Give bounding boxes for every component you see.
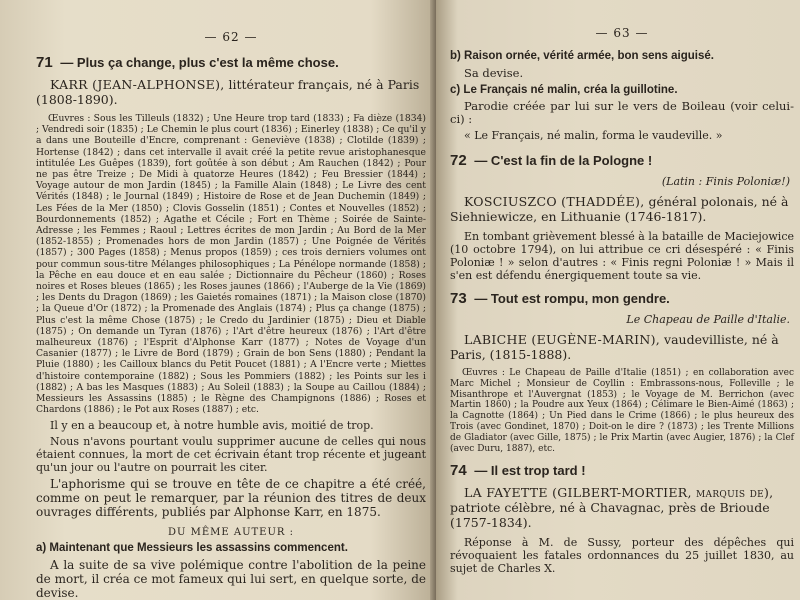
boileau-quote: « Le Français, né malin, forma le vaudeville. »: [464, 129, 723, 142]
author-name: LA FAYETTE (GILBERT-MORTIER, marquis de),: [464, 485, 774, 501]
entry-72-title: — C'est la fin de la Pologne !: [474, 153, 653, 168]
author-name: LABICHE (EUGÈNE-MARIN),: [464, 332, 661, 347]
entry-74-heading: [450, 462, 794, 479]
paragraph-2: Nous n'avons pourtant voulu supprimer aucune de celles qui nous étaient connues, la mort de cet écrivain étant trop récente et jugeant qu'un jour ou l'autre on pourrait les citer.: [36, 435, 426, 475]
entry-74-text: Réponse à M. de Sussy, porteur des dépêches qui révoquaient les fatales ordonnances du 25 juillet 1830, au sujet de Charles X.: [450, 536, 794, 576]
right-page: [436, 0, 800, 600]
author-description: littérateur français, né à Paris (1808-1890).: [36, 77, 420, 107]
author-description: vaudevilliste, né à Paris, (1815-1888).: [450, 332, 779, 362]
paragraph-1: Il y en a beaucoup et, à notre humble avis, moitié de trop.: [50, 419, 374, 433]
entry-74-author: [450, 485, 794, 530]
entry-71-author: [36, 77, 426, 107]
author-description: patriote célèbre, né à Chavagnac, près de Brioude (1757-1834).: [450, 500, 770, 531]
page-number-63: — 63 —: [595, 26, 649, 40]
entry-72-text: En tombant grièvement blessé à la bataille de Maciejowice (10 octobre 1794), on lui attribue ce cri désespéré : « Finis Poloniæ ! » selon d'autres : « Finis regni Poloniæ ! » Mais il s'en est défendu énergiquement toute sa vie.: [450, 230, 794, 282]
item-c: c) Le Français né malin, créa la guillotine.: [450, 84, 678, 96]
entry-72-heading: [450, 152, 794, 169]
entry-74-number: 74: [450, 462, 467, 480]
entry-73-works: Œuvres : Le Chapeau de Paille d'Italie (1851) ; en collaboration avec Marc Michel ; Monsieur de Coyllin : Embrassons-nous, Folleville ; le Misanthrope et l'Auvergnat (1853) ; le Voyage de M. Berrichon (avec Martin 1860) ; la Poudre aux Yeux (1864) ; Célimare le Bien-Aimé (1863) ; la Cagnotte (1864) ; Un Pied dans le Crime (1866) ; le plus heureux des Trois (avec Gondinet, 1870) ; Doit-on le dire ? (1873) ; les Trente Millions de Gladiator (avec Gille, 1875) ; le Prix Martin (avec Augier, 1876) ; la Clef (avec Duru, 1887), etc.: [450, 368, 794, 454]
entry-73-title: — Tout est rompu, mon gendre.: [474, 291, 670, 306]
same-author-heading: DU MÊME AUTEUR :: [167, 527, 294, 539]
entry-71-works: Œuvres : Sous les Tilleuls (1832) ; Une Heure trop tard (1833) ; Fa dièze (1834) ; Vendredi soir (1835) ; Le Chemin le plus court (1836) ; Einerley (1838) ; Ce qu'il y a dans une Bouteille d'Encre, comprenant : Geneviève (1838) ; Clotilde (1839) ; Hortense (1842) ; dans cet intervalle il avait créé la petite revue aristophanesque intitulée Les Guêpes (1839), fort goûtée à son début ; Am Rauchen (1842) ; Pour ne pas être Treize ; De Midi à quatorze Heures (1842) ; Feu Bressier (1844) ; Voyage autour de mon Jardin (1845) ; la Famille Alain (1848) ; Le Livre des cent Vérités (1848) ; le Journal (1849) ; Histoire de Rose et de Jean Duchemin (1849) ; Les Fées de la Mer (1850) ; Clovis Gosselin (1851) ; Contes et Nouvelles (1852) ; Bourdonnements (1852) ; Agathe et Cécile ; Fort en Thème ; Soirée de Sainte-Adresse ; les Femmes ; Raoul ; Lettres écrites de mon Jardin ; Au Bord de la Mer (1852-1855) ; Promenades hors de mon Jardin (1857) ; Une Poignée de Vérités (1857) ; 300 Pages (1858) ; Menus propos (1859) ; ces trois derniers volumes ont pour commun sous-titre Mélanges philosophiques ; La Pénélope normande (1858) ; la Pêche en eau douce et en eau salée ; Dictionnaire du Pêcheur (1860) ; Roses noires et Roses bleues (1865) ; les Roses jaunes (1866) ; l'Auberge de la Vie (1869) ; les Dents du Dragon (1869) ; les Gaietés romaines (1871) ; la Maison close (1870) ; la Queue d'Or (1872) ; la Promenade des Anglais (1874) ; Plus ça change (1875) ; Plus c'est la même Chose (1875) ; le Credo du Jardinier (1875) ; Dieu et Diable (1875) ; On demande un Tyran (1876) ; l'Art d'être heureux (1876) ; l'Art d'être malheureux (1876) ; l'Esprit d'Alphonse Karr (1877) ; Notes de Voyage d'un Casanier (1877) ; le Livre de Bord (1879) ; Grain de bon Sens (1880) ; Pendant la Pluie (1880) ; les Cailloux blancs du Petit Poucet (1881) ; A l'Encre verte ; Miettes d'histoire contemporaine (1882) ; Sous les Pommiers (1882) ; les Points sur les i (1882) ; A bas les Masques (1883) ; Au Soleil (1883) ; la Soupe au Caillou (1884) ; Messieurs les Assassins (1885) ; le Règne des Champignons (1886) ; Roses et Chardons (1886) ; le Pot aux Roses (1887) ; etc.: [36, 113, 426, 416]
author-name: KARR (JEAN-ALPHONSE),: [50, 77, 225, 92]
entry-71-title: — Plus ça change, plus c'est la même chose.: [60, 55, 339, 70]
item-a: a) Maintenant que Messieurs les assassins commencent.: [36, 542, 348, 555]
item-b: b) Raison ornée, vérité armée, bon sens aiguisé.: [450, 50, 714, 62]
entry-72-number: 72: [450, 152, 467, 169]
item-b-continuation: Sa devise.: [464, 66, 524, 80]
paragraph-4: A la suite de sa vive polémique contre l'abolition de la peine de mort, il créa ce mot fameux qui lui sert, en quelque sorte, de devise.: [36, 558, 426, 600]
entry-72-source: (Latin : Finis Poloniæ!): [661, 175, 790, 188]
parody-note: Parodie créée par lui sur le vers de Boileau (voir celui-ci) :: [450, 99, 794, 126]
entry-74-title: — Il est trop tard !: [474, 463, 586, 479]
entry-73-number: 73: [450, 290, 467, 307]
entry-71-heading: [36, 54, 426, 71]
author-name: KOSCIUSZCO (THADDÉE),: [464, 194, 645, 209]
author-description: général polonais, né à Siehniewicze, en Lithuanie (1746-1817).: [450, 194, 789, 224]
paragraph-3: L'aphorisme qui se trouve en tête de ce chapitre a été créé, comme on peut le remarquer, par la réunion des titres de deux ouvrages différents, publiés par Alphonse Karr, en 1875.: [36, 477, 426, 520]
entry-73-source: Le Chapeau de Paille d'Italie.: [626, 313, 790, 326]
entry-73-author: [450, 332, 794, 362]
entry-71-number: 71: [36, 54, 53, 71]
page-number-62: — 62 —: [204, 30, 258, 44]
entry-73-heading: [450, 290, 794, 307]
entry-72-author: [450, 194, 794, 224]
